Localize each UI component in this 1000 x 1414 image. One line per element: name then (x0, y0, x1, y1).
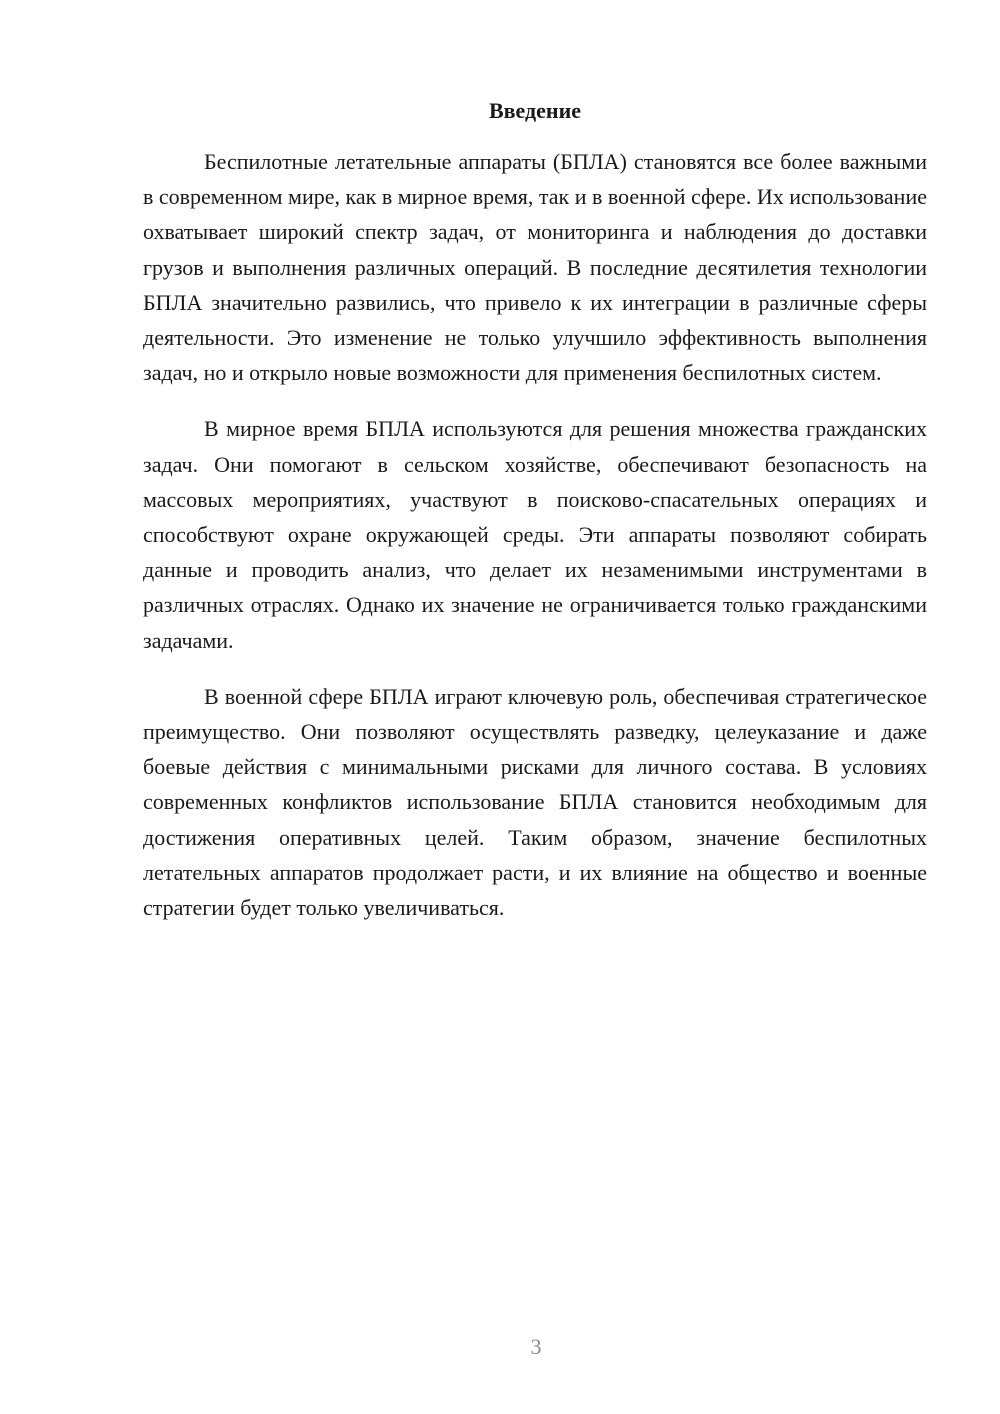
section-heading: Введение (488, 98, 582, 123)
paragraph-1: Беспилотные летательные аппараты (БПЛА) становятся все более важными в современном мире, как в мирное время, так и в военной сфере. Их использование охватывает широкий спектр задач, от мониторинга и наблюдения до доставки грузов и выполнения различных операций. В последние десятилетия технологии БПЛА значительно развились, что привело к их интеграции в различные сферы деятельности. Это изменение не только улучшило эффективность выполнения задач, но и открыло новые возможности для применения беспилотных систем. (143, 149, 927, 386)
paragraph-3: В военной сфере БПЛА играют ключевую роль, обеспечивая стратегическое преимущество. Они позволяют осуществлять разведку, целеуказание и даже боевые действия с минимальными рисками для личного состава. В условиях современных конфликтов использование БПЛА становится необходимым для достижения оперативных целей. Таким образом, значение беспилотных летательных аппаратов продолжает расти, и их влияние на общество и военные стратегии будет только увеличиваться. (143, 683, 927, 921)
page-number: 3 (530, 1334, 542, 1359)
paragraph-2: В мирное время БПЛА используются для решения множества гражданских задач. Они помогают в сельском хозяйстве, обеспечивают безопасность на массовых мероприятиях, участвуют в поисково-спасательных операциях и способствуют охране окружающей среды. Эти аппараты позволяют собирать данные и проводить анализ, что делает их незаменимыми инструментами в различных отраслях. Однако их значение не ограничивается только гражданскими задачами. (143, 416, 927, 653)
page-content (143, 96, 927, 946)
